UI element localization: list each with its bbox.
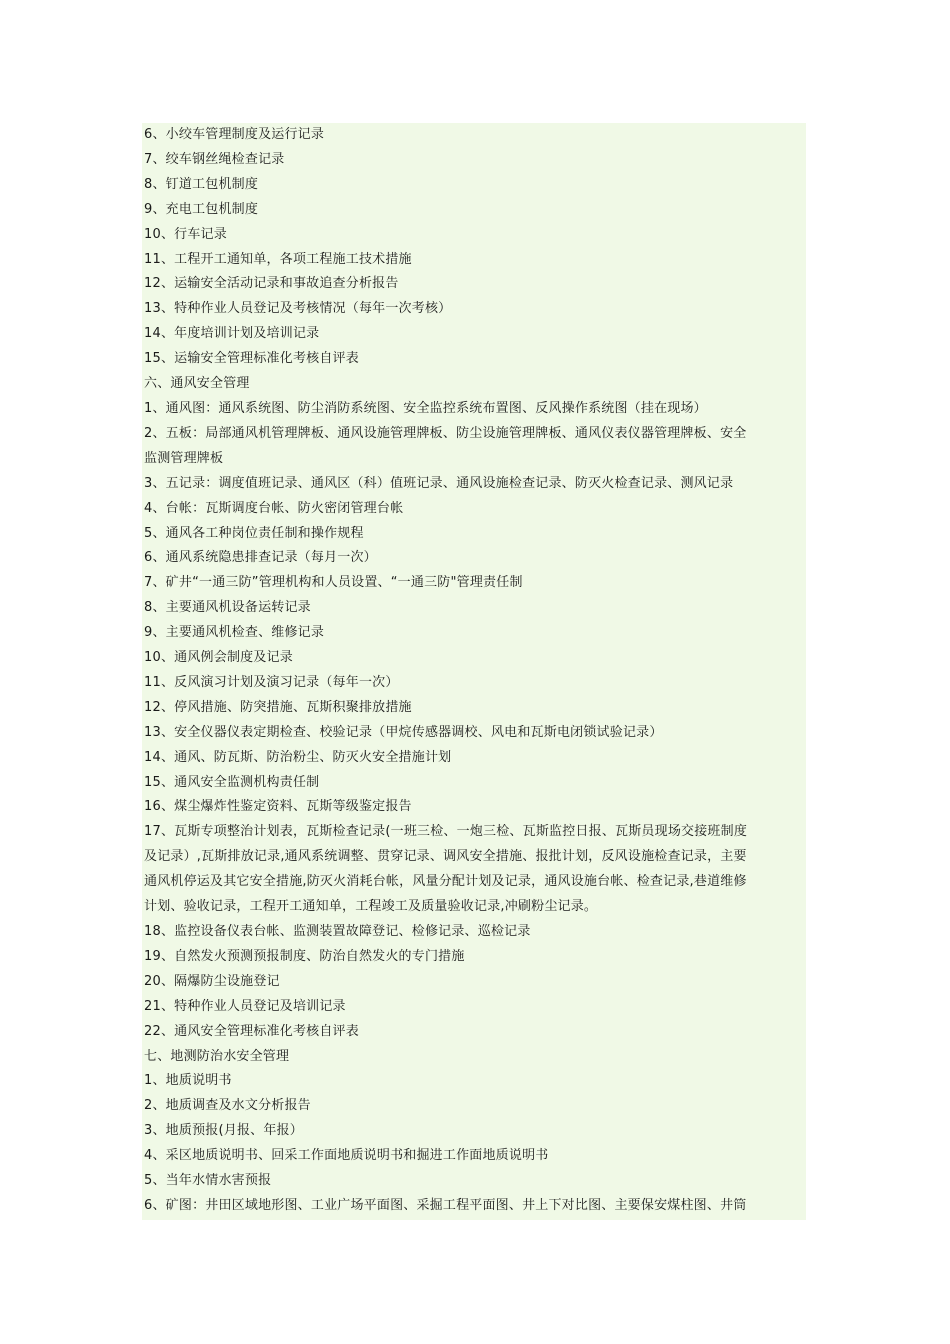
list-item: 1、地质说明书 bbox=[144, 1073, 232, 1089]
list-item: 14、年度培训计划及培训记录 bbox=[144, 326, 320, 342]
list-item: 5、通风各工种岗位责任制和操作规程 bbox=[144, 525, 364, 541]
list-item: 13、特种作业人员登记及考核情况（每年一次考核） bbox=[144, 301, 452, 317]
document-content bbox=[142, 123, 806, 1220]
list-item: 16、煤尘爆炸性鉴定资料、瓦斯等级鉴定报告 bbox=[144, 799, 412, 815]
list-item: 19、自然发火预测预报制度、防治自然发火的专门措施 bbox=[144, 948, 465, 964]
list-item: 9、主要通风机检查、维修记录 bbox=[144, 625, 325, 641]
list-item: 8、主要通风机设备运转记录 bbox=[144, 600, 311, 616]
list-item: 2、地质调查及水文分析报告 bbox=[144, 1098, 311, 1114]
list-item: 3、地质预报(月报、年报） bbox=[144, 1123, 303, 1139]
list-item: 21、特种作业人员登记及培训记录 bbox=[144, 998, 346, 1014]
list-item-continuation: 通风机停运及其它安全措施,防灭火消耗台帐，风量分配计划及记录，通风设施台帐、检查记录,巷道维修 bbox=[144, 874, 747, 890]
list-item-continuation: 监测管理牌板 bbox=[144, 450, 224, 466]
list-item: 15、运输安全管理标准化考核自评表 bbox=[144, 351, 359, 367]
list-item: 15、通风安全监测机构责任制 bbox=[144, 774, 320, 790]
list-item: 14、通风、防瓦斯、防治粉尘、防灭火安全措施计划 bbox=[144, 749, 452, 765]
list-item: 6、通风系统隐患排查记录（每月一次） bbox=[144, 550, 377, 566]
section-heading: 六、通风安全管理 bbox=[144, 376, 250, 392]
list-item: 11、反风演习计划及演习记录（每年一次） bbox=[144, 674, 399, 690]
list-item: 10、行车记录 bbox=[144, 226, 227, 242]
list-item: 5、当年水情水害预报 bbox=[144, 1173, 272, 1189]
list-item: 2、五板：局部通风机管理牌板、通风设施管理牌板、防尘设施管理牌板、通风仪表仪器管理牌板、安全 bbox=[144, 425, 747, 441]
list-item: 6、小绞车管理制度及运行记录 bbox=[144, 127, 325, 142]
list-item: 7、矿井“一通三防”管理机构和人员设置、“一通三防"管理责任制 bbox=[144, 575, 523, 591]
list-item: 11、工程开工通知单，各项工程施工技术措施 bbox=[144, 251, 412, 267]
list-item: 1、通风图：通风系统图、防尘消防系统图、安全监控系统布置图、反风操作系统图（挂在现场） bbox=[144, 400, 707, 416]
list-item: 12、停风措施、防突措施、瓦斯积聚排放措施 bbox=[144, 699, 412, 715]
list-item: 18、监控设备仪表台帐、监测装置故障登记、检修记录、巡检记录 bbox=[144, 924, 531, 939]
list-item: 6、矿图：井田区域地形图、工业广场平面图、采掘工程平面图、井上下对比图、主要保安煤柱图、井筒 bbox=[144, 1197, 747, 1213]
list-item: 3、五记录：调度值班记录、通风区（科）值班记录、通风设施检查记录、防灭火检查记录、测风记录 bbox=[144, 475, 734, 491]
list-item: 20、隔爆防尘设施登记 bbox=[144, 973, 280, 989]
list-item: 7、绞车钢丝绳检查记录 bbox=[144, 151, 285, 167]
list-item: 4、台帐：瓦斯调度台帐、防火密闭管理台帐 bbox=[144, 500, 404, 516]
list-item: 22、通风安全管理标准化考核自评表 bbox=[144, 1023, 359, 1039]
list-item: 13、安全仪器仪表定期检查、校验记录（甲烷传感器调校、风电和瓦斯电闭锁试验记录） bbox=[144, 724, 663, 740]
section-heading: 七、地测防治水安全管理 bbox=[144, 1048, 290, 1064]
list-item-continuation: 及记录）,瓦斯排放记录,通风系统调整、贯穿记录、调风安全措施、报批计划，反风设施检查记录，主要 bbox=[144, 849, 747, 865]
list-item: 10、通风例会制度及记录 bbox=[144, 650, 293, 666]
list-item: 12、运输安全活动记录和事故追查分析报告 bbox=[144, 276, 399, 292]
list-item: 8、钉道工包机制度 bbox=[144, 176, 259, 192]
list-item: 9、充电工包机制度 bbox=[144, 201, 259, 217]
list-item: 4、采区地质说明书、回采工作面地质说明书和掘进工作面地质说明书 bbox=[144, 1148, 549, 1164]
list-item: 17、瓦斯专项整治计划表，瓦斯检查记录(一班三检、一炮三检、瓦斯监控日报、瓦斯员现场交接班制度 bbox=[144, 824, 748, 840]
list-item-continuation: 计划、验收记录，工程开工通知单，工程竣工及质量验收记录,冲刷粉尘记录。 bbox=[144, 899, 598, 915]
